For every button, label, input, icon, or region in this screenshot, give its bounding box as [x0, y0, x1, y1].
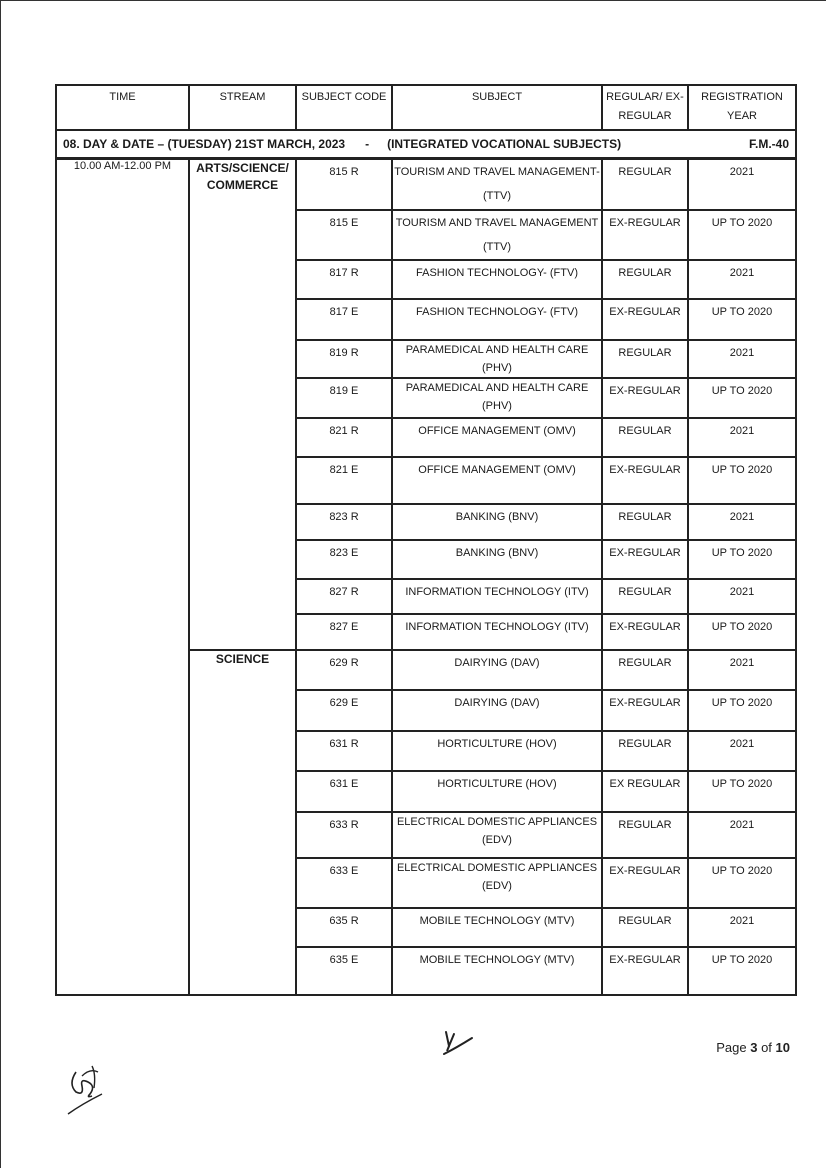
regular-type: REGULAR — [602, 418, 688, 457]
subject-code: 821 R — [296, 418, 392, 457]
exam-day-date: 08. DAY & DATE – (TUESDAY) 21ST MARCH, 2023 — [63, 137, 346, 151]
exam-schedule-table — [55, 84, 797, 996]
subject-code: 633 R — [296, 812, 392, 858]
registration-year: 2021 — [688, 418, 796, 457]
registration-year: UP TO 2020 — [688, 614, 796, 650]
regular-type: EX REGULAR — [602, 771, 688, 812]
handwritten-signature — [62, 1058, 112, 1118]
subject-code: 629 R — [296, 650, 392, 690]
registration-year: UP TO 2020 — [688, 457, 796, 504]
registration-year: 2021 — [688, 731, 796, 771]
stream-science: SCIENCE — [189, 650, 296, 995]
regular-type: REGULAR — [602, 812, 688, 858]
regular-type: EX-REGULAR — [602, 540, 688, 579]
subject-name: HORTICULTURE (HOV) — [392, 771, 602, 812]
registration-year: UP TO 2020 — [688, 540, 796, 579]
regular-type: REGULAR — [602, 504, 688, 540]
regular-type: EX-REGULAR — [602, 210, 688, 260]
subject-name: DAIRYING (DAV) — [392, 690, 602, 731]
subject-name: INFORMATION TECHNOLOGY (ITV) — [392, 579, 602, 614]
registration-year: 2021 — [688, 908, 796, 947]
table-row — [56, 159, 796, 210]
registration-year: 2021 — [688, 579, 796, 614]
subject-name: MOBILE TECHNOLOGY (MTV) — [392, 908, 602, 947]
date-separator: - — [365, 137, 370, 151]
registration-year: UP TO 2020 — [688, 771, 796, 812]
subject-name: ELECTRICAL DOMESTIC APPLIANCES (EDV) — [392, 812, 602, 858]
registration-year: UP TO 2020 — [688, 690, 796, 731]
subject-code: 817 E — [296, 299, 392, 340]
subject-name: PARAMEDICAL AND HEALTH CARE (PHV) — [392, 378, 602, 418]
regular-type: EX-REGULAR — [602, 457, 688, 504]
subject-name: FASHION TECHNOLOGY- (FTV) — [392, 260, 602, 299]
header-subject: SUBJECT — [392, 85, 602, 130]
registration-year: UP TO 2020 — [688, 858, 796, 908]
header-stream: STREAM — [189, 85, 296, 130]
subject-code: 827 R — [296, 579, 392, 614]
subject-name: DAIRYING (DAV) — [392, 650, 602, 690]
subject-name: MOBILE TECHNOLOGY (MTV) — [392, 947, 602, 995]
registration-year: UP TO 2020 — [688, 378, 796, 418]
registration-year: 2021 — [688, 650, 796, 690]
subject-name: ELECTRICAL DOMESTIC APPLIANCES (EDV) — [392, 858, 602, 908]
regular-type: REGULAR — [602, 340, 688, 378]
subject-code: 819 E — [296, 378, 392, 418]
registration-year: 2021 — [688, 340, 796, 378]
subject-group-title: (INTEGRATED VOCATIONAL SUBJECTS) — [387, 137, 622, 151]
subject-name: HORTICULTURE (HOV) — [392, 731, 602, 771]
regular-type: REGULAR — [602, 260, 688, 299]
initial-mark — [436, 1024, 478, 1058]
regular-type: EX-REGULAR — [602, 299, 688, 340]
subject-code: 821 E — [296, 457, 392, 504]
subject-code: 629 E — [296, 690, 392, 731]
subject-name: BANKING (BNV) — [392, 504, 602, 540]
regular-type: EX-REGULAR — [602, 947, 688, 995]
table-header-row — [56, 85, 796, 130]
date-row — [56, 130, 796, 159]
exam-time-slot: 10.00 AM-12.00 PM — [56, 159, 189, 995]
regular-type: EX-REGULAR — [602, 690, 688, 731]
regular-type: EX-REGULAR — [602, 378, 688, 418]
subject-name: INFORMATION TECHNOLOGY (ITV) — [392, 614, 602, 650]
registration-year: 2021 — [688, 260, 796, 299]
registration-year: UP TO 2020 — [688, 299, 796, 340]
registration-year: 2021 — [688, 504, 796, 540]
subject-code: 817 R — [296, 260, 392, 299]
subject-code: 635 E — [296, 947, 392, 995]
subject-code: 815 R — [296, 159, 392, 210]
subject-code: 635 R — [296, 908, 392, 947]
subject-name: OFFICE MANAGEMENT (OMV) — [392, 457, 602, 504]
subject-code: 631 E — [296, 771, 392, 812]
subject-code: 823 R — [296, 504, 392, 540]
subject-name: PARAMEDICAL AND HEALTH CARE (PHV) — [392, 340, 602, 378]
subject-name: OFFICE MANAGEMENT (OMV) — [392, 418, 602, 457]
registration-year: 2021 — [688, 812, 796, 858]
regular-type: EX-REGULAR — [602, 858, 688, 908]
regular-type: EX-REGULAR — [602, 614, 688, 650]
header-regular: REGULAR/ EX-REGULAR — [602, 85, 688, 130]
stream-arts-science-commerce: ARTS/SCIENCE/ COMMERCE — [189, 159, 296, 650]
subject-name: BANKING (BNV) — [392, 540, 602, 579]
subject-code: 827 E — [296, 614, 392, 650]
full-marks: F.M.-40 — [748, 137, 789, 151]
subject-code: 819 R — [296, 340, 392, 378]
header-registration-year: REGISTRATION YEAR — [688, 85, 796, 130]
subject-name: FASHION TECHNOLOGY- (FTV) — [392, 299, 602, 340]
subject-code: 633 E — [296, 858, 392, 908]
subject-name: TOURISM AND TRAVEL MANAGEMENT- (TTV) — [392, 159, 602, 210]
regular-type: REGULAR — [602, 159, 688, 210]
page-number: Page 3 of 10 — [716, 1040, 790, 1055]
header-time: TIME — [56, 85, 189, 130]
regular-type: REGULAR — [602, 650, 688, 690]
subject-code: 823 E — [296, 540, 392, 579]
subject-code: 815 E — [296, 210, 392, 260]
registration-year: UP TO 2020 — [688, 210, 796, 260]
regular-type: REGULAR — [602, 908, 688, 947]
registration-year: 2021 — [688, 159, 796, 210]
subject-name: TOURISM AND TRAVEL MANAGEMENT (TTV) — [392, 210, 602, 260]
registration-year: UP TO 2020 — [688, 947, 796, 995]
regular-type: REGULAR — [602, 579, 688, 614]
subject-code: 631 R — [296, 731, 392, 771]
header-subject-code: SUBJECT CODE — [296, 85, 392, 130]
regular-type: REGULAR — [602, 731, 688, 771]
